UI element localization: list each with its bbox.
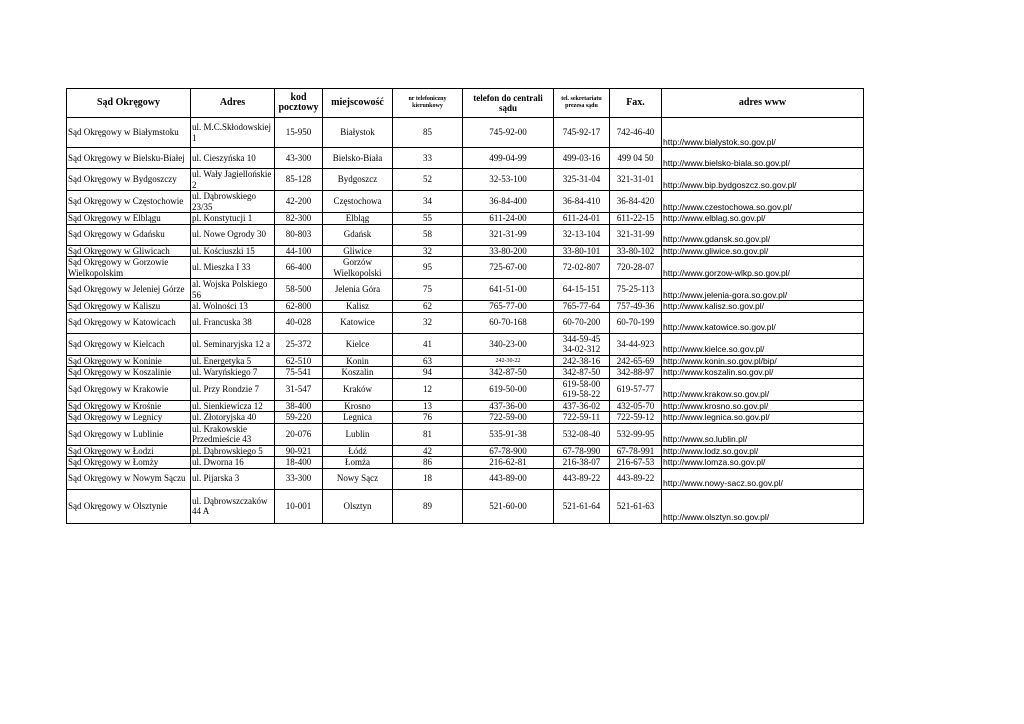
table-row <box>67 378 864 400</box>
address-cell: ul. Mieszka I 33 <box>191 257 275 279</box>
postal-code-cell: 75-541 <box>275 367 323 379</box>
www-link[interactable]: http://www.kielce.so.gov.pl/ <box>662 333 864 355</box>
court-cell: Sąd Okręgowy w Bielsku-Białej <box>67 148 191 169</box>
city-cell: Olsztyn <box>323 489 393 523</box>
court-cell: Sąd Okręgowy w Kaliszu <box>67 301 191 313</box>
table-row <box>67 423 864 445</box>
court-cell: Sąd Okręgowy w Łodzi <box>67 445 191 457</box>
secretary-phone-cell: 242-38-16 <box>554 355 610 367</box>
fax-cell: 75-25-113 <box>610 279 662 301</box>
area-code-cell: 86 <box>393 457 463 469</box>
court-cell: Sąd Okręgowy w Koninie <box>67 355 191 367</box>
address-cell: ul. Francuska 38 <box>191 312 275 333</box>
table-row <box>67 468 864 489</box>
phone-cell: 36-84-400 <box>463 191 554 213</box>
secretary-phone-cell: 72-02-807 <box>554 257 610 279</box>
address-cell: ul. Wały Jagiellońskie 2 <box>191 169 275 191</box>
phone-cell: 611-24-00 <box>463 213 554 225</box>
secretary-phone-cell: 499-03-16 <box>554 148 610 169</box>
header-www: adres www <box>662 89 864 118</box>
secretary-phone-cell: 722-59-11 <box>554 412 610 424</box>
postal-code-cell: 40-028 <box>275 312 323 333</box>
header-address: Adres <box>191 89 275 118</box>
court-cell: Sąd Okręgowy w Bydgoszczy <box>67 169 191 191</box>
court-cell: Sąd Okręgowy w Olsztynie <box>67 489 191 523</box>
table-row <box>67 457 864 469</box>
phone-cell: 521-60-00 <box>463 489 554 523</box>
area-code-cell: 42 <box>393 445 463 457</box>
header-court: Sąd Okręgowy <box>67 89 191 118</box>
postal-code-cell: 85-128 <box>275 169 323 191</box>
postal-code-cell: 44-100 <box>275 245 323 257</box>
table-row <box>67 355 864 367</box>
address-cell: pl. Dąbrowskiego 5 <box>191 445 275 457</box>
secretary-phone-cell: 342-87-50 <box>554 367 610 379</box>
www-link[interactable]: http://www.so.lublin.pl/ <box>662 423 864 445</box>
postal-code-cell: 58-500 <box>275 279 323 301</box>
header-secretary-phone: tel. sekretariatu prezesa sądu <box>554 89 610 118</box>
area-code-cell: 76 <box>393 412 463 424</box>
table-row <box>67 367 864 379</box>
fax-cell: 36-84-420 <box>610 191 662 213</box>
city-cell: Krosno <box>323 400 393 412</box>
phone-cell: 33-80-200 <box>463 245 554 257</box>
court-cell: Sąd Okręgowy w Gliwicach <box>67 245 191 257</box>
secretary-phone-cell: 67-78-990 <box>554 445 610 457</box>
postal-code-cell: 42-200 <box>275 191 323 213</box>
table-row <box>67 224 864 245</box>
phone-cell: 535-91-38 <box>463 423 554 445</box>
city-cell: Gdańsk <box>323 224 393 245</box>
city-cell: Jelenia Góra <box>323 279 393 301</box>
www-link[interactable]: http://www.lodz.so.gov.pl/ <box>662 445 864 457</box>
court-cell: Sąd Okręgowy w Katowicach <box>67 312 191 333</box>
court-cell: Sąd Okręgowy w Nowym Sączu <box>67 468 191 489</box>
secretary-phone-cell: 344-59-45 34-02-312 <box>554 333 610 355</box>
table-row <box>67 213 864 225</box>
postal-code-cell: 10-001 <box>275 489 323 523</box>
www-link[interactable]: http://www.kalisz.so.gov.pl/ <box>662 301 864 313</box>
address-cell: pl. Konstytucji 1 <box>191 213 275 225</box>
secretary-phone-cell: 437-36-02 <box>554 400 610 412</box>
area-code-cell: 63 <box>393 355 463 367</box>
www-link[interactable]: http://www.koszalin.so.gov.pl/ <box>662 367 864 379</box>
postal-code-cell: 18-400 <box>275 457 323 469</box>
area-code-cell: 58 <box>393 224 463 245</box>
phone-cell: 725-67-00 <box>463 257 554 279</box>
address-cell: ul. Złotoryjska 40 <box>191 412 275 424</box>
postal-code-cell: 33-300 <box>275 468 323 489</box>
city-cell: Legnica <box>323 412 393 424</box>
court-cell: Sąd Okręgowy w Legnicy <box>67 412 191 424</box>
court-cell: Sąd Okręgowy w Elblągu <box>67 213 191 225</box>
postal-code-cell: 90-921 <box>275 445 323 457</box>
table-row <box>67 400 864 412</box>
secretary-phone-cell: 64-15-151 <box>554 279 610 301</box>
address-cell: ul. Energetyka 5 <box>191 355 275 367</box>
phone-cell: 722-59-00 <box>463 412 554 424</box>
phone-cell: 321-31-99 <box>463 224 554 245</box>
area-code-cell: 34 <box>393 191 463 213</box>
phone-cell: 32-53-100 <box>463 169 554 191</box>
secretary-phone-cell: 532-08-40 <box>554 423 610 445</box>
table-row <box>67 445 864 457</box>
www-link[interactable]: http://www.jelenia-gora.so.gov.pl/ <box>662 279 864 301</box>
address-cell: ul. Sienkiewicza 12 <box>191 400 275 412</box>
court-cell: Sąd Okręgowy w Lublinie <box>67 423 191 445</box>
secretary-phone-cell: 216-38-07 <box>554 457 610 469</box>
court-cell: Sąd Okręgowy w Krakowie <box>67 378 191 400</box>
www-link[interactable]: http://www.katowice.so.gov.pl/ <box>662 312 864 333</box>
fax-cell: 321-31-01 <box>610 169 662 191</box>
area-code-cell: 18 <box>393 468 463 489</box>
www-link[interactable]: http://www.elblag.so.gov.pl/ <box>662 213 864 225</box>
fax-cell: 532-99-95 <box>610 423 662 445</box>
table-row <box>67 245 864 257</box>
city-cell: Łódź <box>323 445 393 457</box>
city-cell: Bydgoszcz <box>323 169 393 191</box>
table-row <box>67 312 864 333</box>
header-fax: Fax. <box>610 89 662 118</box>
court-cell: Sąd Okręgowy w Częstochowie <box>67 191 191 213</box>
address-cell: ul. Cieszyńska 10 <box>191 148 275 169</box>
table-row <box>67 301 864 313</box>
table-row <box>67 118 864 148</box>
postal-code-cell: 59-220 <box>275 412 323 424</box>
area-code-cell: 41 <box>393 333 463 355</box>
www-link[interactable]: http://www.gliwice.so.gov.pl/ <box>662 245 864 257</box>
city-cell: Kalisz <box>323 301 393 313</box>
area-code-cell: 81 <box>393 423 463 445</box>
secretary-phone-cell: 325-31-04 <box>554 169 610 191</box>
postal-code-cell: 15-950 <box>275 118 323 148</box>
www-link[interactable]: http://www.lomza.so.gov.pl/ <box>662 457 864 469</box>
header-row <box>67 89 864 118</box>
address-cell: ul. Przy Rondzie 7 <box>191 378 275 400</box>
fax-cell: 521-61-63 <box>610 489 662 523</box>
secretary-phone-cell: 443-89-22 <box>554 468 610 489</box>
www-link[interactable]: http://www.krakow.so.gov.pl/ <box>662 378 864 400</box>
fax-cell: 33-80-102 <box>610 245 662 257</box>
table-row <box>67 148 864 169</box>
www-link[interactable]: http://www.krosno.so.gov.pl/ <box>662 400 864 412</box>
phone-cell: 745-92-00 <box>463 118 554 148</box>
city-cell: Częstochowa <box>323 191 393 213</box>
address-cell: ul. Dąbrowskiego 23/35 <box>191 191 275 213</box>
fax-cell: 321-31-99 <box>610 224 662 245</box>
fax-cell: 499 04 50 <box>610 148 662 169</box>
fax-cell: 722-59-12 <box>610 412 662 424</box>
phone-cell: 765-77-00 <box>463 301 554 313</box>
phone-cell: 216-62-81 <box>463 457 554 469</box>
fax-cell: 757-49-36 <box>610 301 662 313</box>
area-code-cell: 32 <box>393 312 463 333</box>
address-cell: al. Wojska Polskiego 56 <box>191 279 275 301</box>
fax-cell: 216-67-53 <box>610 457 662 469</box>
city-cell: Katowice <box>323 312 393 333</box>
table-body <box>67 118 864 524</box>
table-row <box>67 412 864 424</box>
fax-cell: 34-44-923 <box>610 333 662 355</box>
city-cell: Kielce <box>323 333 393 355</box>
www-link[interactable]: http://www.bielsko-biala.so.gov.pl/ <box>662 148 864 169</box>
city-cell: Białystok <box>323 118 393 148</box>
table-row <box>67 333 864 355</box>
area-code-cell: 95 <box>393 257 463 279</box>
postal-code-cell: 38-400 <box>275 400 323 412</box>
phone-cell: 443-89-00 <box>463 468 554 489</box>
www-link[interactable]: http://www.gorzow-wlkp.so.gov.pl/ <box>662 257 864 279</box>
postal-code-cell: 82-300 <box>275 213 323 225</box>
fax-cell: 720-28-07 <box>610 257 662 279</box>
secretary-phone-cell: 32-13-104 <box>554 224 610 245</box>
area-code-cell: 94 <box>393 367 463 379</box>
address-cell: ul. Kościuszki 15 <box>191 245 275 257</box>
postal-code-cell: 66-400 <box>275 257 323 279</box>
secretary-phone-cell: 33-80-101 <box>554 245 610 257</box>
fax-cell: 242-65-69 <box>610 355 662 367</box>
court-cell: Sąd Okręgowy w Łomży <box>67 457 191 469</box>
city-cell: Konin <box>323 355 393 367</box>
header-phone: telefon do centrali sądu <box>463 89 554 118</box>
city-cell: Gorzów Wielkopolski <box>323 257 393 279</box>
city-cell: Koszalin <box>323 367 393 379</box>
fax-cell: 342-88-97 <box>610 367 662 379</box>
address-cell: ul. Dworna 16 <box>191 457 275 469</box>
area-code-cell: 33 <box>393 148 463 169</box>
court-cell: Sąd Okręgowy w Jeleniej Górze <box>67 279 191 301</box>
area-code-cell: 85 <box>393 118 463 148</box>
address-cell: ul. Krakowskie Przedmieście 43 <box>191 423 275 445</box>
address-cell: al. Wolności 13 <box>191 301 275 313</box>
www-link[interactable]: http://www.bialystok.so.gov.pl/ <box>662 118 864 148</box>
header-postal-code: kod pocztowy <box>275 89 323 118</box>
fax-cell: 60-70-199 <box>610 312 662 333</box>
www-link[interactable]: http://www.konin.so.gov.pl/bip/ <box>662 355 864 367</box>
phone-cell: 437-36-00 <box>463 400 554 412</box>
address-cell: ul. Dąbrowszczaków 44 A <box>191 489 275 523</box>
www-link[interactable]: http://www.bip.bydgoszcz.so.gov.pl/ <box>662 169 864 191</box>
area-code-cell: 12 <box>393 378 463 400</box>
phone-cell: 342-87-50 <box>463 367 554 379</box>
www-link[interactable]: http://www.gdansk.so.gov.pl/ <box>662 224 864 245</box>
court-cell: Sąd Okręgowy w Koszalinie <box>67 367 191 379</box>
area-code-cell: 89 <box>393 489 463 523</box>
area-code-cell: 13 <box>393 400 463 412</box>
secretary-phone-cell: 521-61-64 <box>554 489 610 523</box>
secretary-phone-cell: 619-58-00 619-58-22 <box>554 378 610 400</box>
city-cell: Łomża <box>323 457 393 469</box>
phone-cell: 60-70-168 <box>463 312 554 333</box>
fax-cell: 611-22-15 <box>610 213 662 225</box>
secretary-phone-cell: 611-24-01 <box>554 213 610 225</box>
secretary-phone-cell: 36-84-410 <box>554 191 610 213</box>
fax-cell: 432-05-70 <box>610 400 662 412</box>
www-link[interactable]: http://www.olsztyn.so.gov.pl/ <box>662 489 864 523</box>
area-code-cell: 75 <box>393 279 463 301</box>
area-code-cell: 62 <box>393 301 463 313</box>
phone-cell: 242-30-22 <box>463 355 554 367</box>
city-cell: Lublin <box>323 423 393 445</box>
court-cell: Sąd Okręgowy w Białymstoku <box>67 118 191 148</box>
postal-code-cell: 31-547 <box>275 378 323 400</box>
postal-code-cell: 62-800 <box>275 301 323 313</box>
postal-code-cell: 43-300 <box>275 148 323 169</box>
court-cell: Sąd Okręgowy w Gdańsku <box>67 224 191 245</box>
court-cell: Sąd Okręgowy w Krośnie <box>67 400 191 412</box>
secretary-phone-cell: 745-92-17 <box>554 118 610 148</box>
www-link[interactable]: http://www.czestochowa.so.gov.pl/ <box>662 191 864 213</box>
city-cell: Elbląg <box>323 213 393 225</box>
address-cell: ul. M.C.Skłodowskiej 1 <box>191 118 275 148</box>
fax-cell: 443-89-22 <box>610 468 662 489</box>
table-row <box>67 489 864 523</box>
city-cell: Kraków <box>323 378 393 400</box>
phone-cell: 619-50-00 <box>463 378 554 400</box>
secretary-phone-cell: 60-70-200 <box>554 312 610 333</box>
table-row <box>67 257 864 279</box>
postal-code-cell: 62-510 <box>275 355 323 367</box>
header-city: miejscowość <box>323 89 393 118</box>
fax-cell: 742-46-40 <box>610 118 662 148</box>
fax-cell: 67-78-991 <box>610 445 662 457</box>
table-row <box>67 191 864 213</box>
area-code-cell: 52 <box>393 169 463 191</box>
court-cell: Sąd Okręgowy w Gorzowie Wielkopolskim <box>67 257 191 279</box>
address-cell: ul. Waryńskiego 7 <box>191 367 275 379</box>
table-row <box>67 279 864 301</box>
city-cell: Gliwice <box>323 245 393 257</box>
table-row <box>67 169 864 191</box>
address-cell: ul. Seminaryjska 12 a <box>191 333 275 355</box>
header-area-code: nr telefoniczny kierunkowy <box>393 89 463 118</box>
address-cell: ul. Pijarska 3 <box>191 468 275 489</box>
city-cell: Nowy Sącz <box>323 468 393 489</box>
courts-table <box>66 88 864 524</box>
www-link[interactable]: http://www.legnica.so.gov.pl/ <box>662 412 864 424</box>
secretary-phone-cell: 765-77-64 <box>554 301 610 313</box>
city-cell: Bielsko-Biała <box>323 148 393 169</box>
area-code-cell: 55 <box>393 213 463 225</box>
phone-cell: 641-51-00 <box>463 279 554 301</box>
postal-code-cell: 20-076 <box>275 423 323 445</box>
address-cell: ul. Nowe Ogrody 30 <box>191 224 275 245</box>
postal-code-cell: 80-803 <box>275 224 323 245</box>
phone-cell: 340-23-00 <box>463 333 554 355</box>
fax-cell: 619-57-77 <box>610 378 662 400</box>
phone-cell: 67-78-900 <box>463 445 554 457</box>
area-code-cell: 32 <box>393 245 463 257</box>
postal-code-cell: 25-372 <box>275 333 323 355</box>
phone-cell: 499-04-99 <box>463 148 554 169</box>
court-cell: Sąd Okręgowy w Kielcach <box>67 333 191 355</box>
www-link[interactable]: http://www.nowy-sacz.so.gov.pl/ <box>662 468 864 489</box>
